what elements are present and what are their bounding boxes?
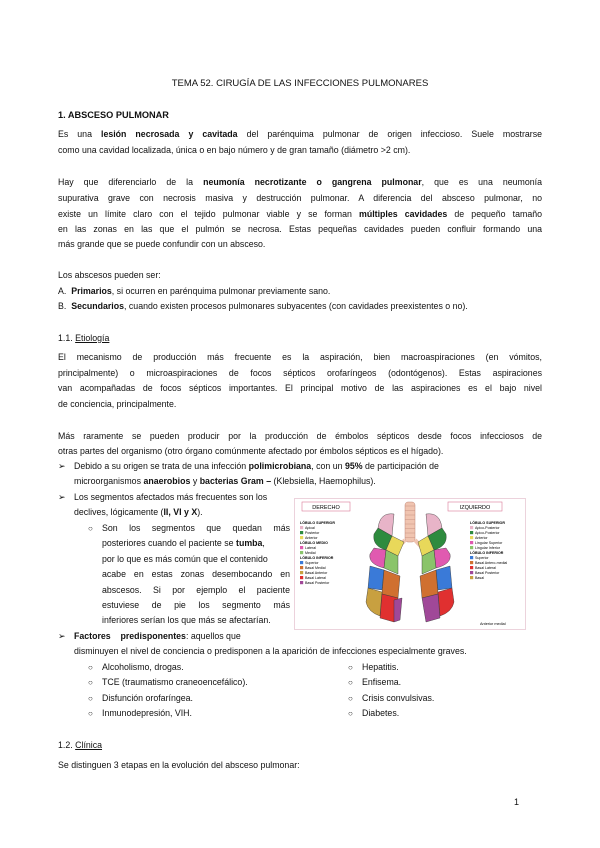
legend-item: Anterior [305, 536, 318, 540]
circle-bullet-icon: ○ [88, 678, 93, 687]
risk-factor-item: Alcoholismo, drogas. [102, 662, 184, 672]
subsection-heading-etiologia: 1.1. Etiología [58, 333, 110, 343]
paragraph-line: Es una lesión necrosada y cavitada del parénquima pulmonar de origen infeccioso. Suele mostrarse [58, 129, 542, 139]
circle-bullet-icon: ○ [88, 709, 93, 718]
legend-item: Apico-Posterior [475, 526, 500, 530]
legend-item: Basal Antero-medial [475, 561, 508, 565]
bullet-line: Los segmentos afectados más frecuentes son los [74, 492, 268, 502]
paragraph-line: supurativa grave con necrosis masiva y destrucción pulmonar. A diferencia del absceso pulmonar, no [58, 193, 542, 203]
bullet-line: declives, lógicamente (II, VI y X). [74, 507, 203, 517]
legend-item: Basal Posterior [475, 571, 500, 575]
legend-item: Basal Lateral [475, 566, 496, 570]
bullet-line: Factores predisponentes: aquellos que [74, 631, 241, 641]
legend-swatch [470, 571, 473, 574]
legend-swatch [300, 581, 303, 584]
page-number: 1 [514, 797, 520, 807]
segment-superior [368, 566, 384, 590]
risk-factor-item: Inmunodepresión, VIH. [102, 708, 192, 718]
trachea-tube [405, 502, 415, 542]
page-title: TEMA 52. CIRUGÍA DE LAS INFECCIONES PULMONARES [171, 78, 429, 89]
circle-bullet-icon: ○ [88, 694, 93, 703]
paragraph-line: como una cavidad localizada, única o en bajo número y de gran tamaño (diámetro >2 cm). [58, 145, 411, 155]
legend-swatch [470, 536, 473, 539]
paragraph-line: van acompañadas de focos sépticos importantes. El principal motivo de las aspiraciones es el bajo nivel [58, 383, 542, 393]
bullet-line: microorganismos anaerobios y bacterias Gram – (Klebsiella, Haemophilus). [74, 476, 376, 486]
circle-bullet-icon: ○ [88, 524, 93, 533]
figure-caption: Anterior medial [480, 622, 506, 626]
left-lung-label: IZQUIERDO [459, 505, 491, 511]
sub-bullet-line: inferiores serían los que más se afectarían. [102, 615, 271, 625]
legend-item: Lingular Superior [475, 541, 503, 545]
legend-heading: LÓBULO INFERIOR [300, 556, 334, 560]
sub-bullet-line: estuviese de pie los segmento más [102, 600, 290, 610]
paragraph-line: de conciencia, principalmente. [58, 399, 177, 409]
legend-swatch [300, 536, 303, 539]
paragraph-line: Se distinguen 3 etapas en la evolución del absceso pulmonar: [58, 760, 300, 770]
legend-swatch [470, 561, 473, 564]
legend-item: Lingular Inferior [475, 546, 500, 550]
legend-swatch [300, 546, 303, 549]
legend-item: Basal Medial [305, 566, 326, 570]
legend-item: Lateral [305, 546, 316, 550]
legend-item: Apico-Posterior [475, 531, 500, 535]
risk-factor-item: TCE (traumatismo craneoencefálico). [102, 677, 248, 687]
legend-item: Medial [305, 551, 316, 555]
paragraph-line: en las zonas en las que el pulmón se necrosa. Estas pequeñas cavidades pueden confluir formando una [58, 224, 542, 234]
legend-swatch [470, 546, 473, 549]
circle-bullet-icon: ○ [348, 678, 353, 687]
legend-swatch [300, 526, 303, 529]
risk-factor-item: Enfisema. [362, 677, 402, 687]
arrow-bullet-icon: ➢ [58, 461, 66, 471]
legend-swatch [470, 531, 473, 534]
list-item-b: B. Secundarios, cuando existen procesos pulmonares subyacentes (con cavidades preexistentes o no). [58, 301, 468, 311]
legend-swatch [300, 566, 303, 569]
legend-swatch [300, 531, 303, 534]
legend-item: Basal [475, 576, 484, 580]
circle-bullet-icon: ○ [88, 663, 93, 672]
paragraph-line: otras partes del organismo (otro órgano comúnmente afectado por émbolos sépticos es el hígado). [58, 446, 444, 456]
risk-factor-item: Diabetes. [362, 708, 400, 718]
subsection-heading-clinica: 1.2. Clínica [58, 740, 103, 750]
sub-bullet-line: posteriores cuando el paciente se tumba, [102, 538, 265, 548]
legend-swatch [470, 576, 473, 579]
risk-factor-item: Disfunción orofaríngea. [102, 693, 193, 703]
sub-bullet-line: Son los segmentos que quedan más [102, 523, 290, 533]
legend-item: Basal Lateral [305, 576, 326, 580]
paragraph-line: El mecanismo de producción más frecuente es la aspiración, bien macroaspiraciones (en vómitos, [58, 352, 542, 362]
right-lung-label: DERECHO [312, 505, 340, 511]
paragraph-line: más grande que se puede confundir con un absceso. [58, 239, 266, 249]
paragraph-line: existe un límite claro con el tejido pulmonar viable y se forman múltiples cavidades de pequeño tamaño [58, 209, 543, 219]
circle-bullet-icon: ○ [348, 694, 353, 703]
legend-item: Basal Anterior [305, 571, 328, 575]
bullet-line: disminuyen el nivel de conciencia o predisponen a la aparición de infecciones especialmente graves. [74, 646, 467, 656]
lung-segments-figure [294, 498, 526, 630]
bullet-line: Debido a su origen se trata de una infección polimicrobiana, con un 95% de participación de [74, 461, 439, 471]
legend-item: Posterior [305, 531, 320, 535]
paragraph-line: Hay que diferenciarlo de la neumonía necrotizante o gangrena pulmonar, que es una neumonía [58, 177, 543, 187]
section-heading-absceso: 1. ABSCESO PULMONAR [58, 110, 169, 120]
legend-item: Basal Posterior [305, 581, 330, 585]
segment-superior [436, 566, 452, 590]
legend-item: Superior [475, 556, 489, 560]
legend-item: Superior [305, 561, 319, 565]
legend-heading: LÓBULO INFERIOR [470, 551, 504, 555]
paragraph-line: Más raramente se pueden producir por la producción de émbolos sépticos desde focos infecciosos de [58, 431, 542, 441]
legend-heading: LÓBULO SUPERIOR [470, 521, 505, 525]
sub-bullet-line: por lo que es más común que el contenido [102, 554, 268, 564]
legend-heading: LÓBULO SUPERIOR [300, 521, 335, 525]
legend-heading: LÓBULO MEDIO [300, 541, 328, 545]
paragraph-line: principalmente) o microaspiraciones de focos sépticos orofaríngeos (odontógenos). Estas aspiraciones [58, 368, 542, 378]
list-item-a: A. Primarios, si ocurren en parénquima pulmonar previamente sano. [58, 286, 331, 296]
risk-factor-item: Hepatitis. [362, 662, 399, 672]
legend-swatch [300, 551, 303, 554]
sub-bullet-line: acabe en estas zonas desembocando en [102, 569, 290, 579]
circle-bullet-icon: ○ [348, 663, 353, 672]
sub-bullet-line: abscesos. Si por ejemplo el paciente [102, 585, 290, 595]
arrow-bullet-icon: ➢ [58, 631, 66, 641]
risk-factor-item: Crisis convulsivas. [362, 693, 435, 703]
legend-swatch [470, 566, 473, 569]
legend-swatch [470, 526, 473, 529]
legend-item: Apical [305, 526, 315, 530]
legend-item: Anterior [475, 536, 488, 540]
legend-swatch [300, 576, 303, 579]
legend-swatch [470, 541, 473, 544]
legend-swatch [300, 561, 303, 564]
list-intro: Los abscesos pueden ser: [58, 270, 161, 280]
legend-swatch [300, 571, 303, 574]
circle-bullet-icon: ○ [348, 709, 353, 718]
legend-swatch [470, 556, 473, 559]
arrow-bullet-icon: ➢ [58, 492, 66, 502]
